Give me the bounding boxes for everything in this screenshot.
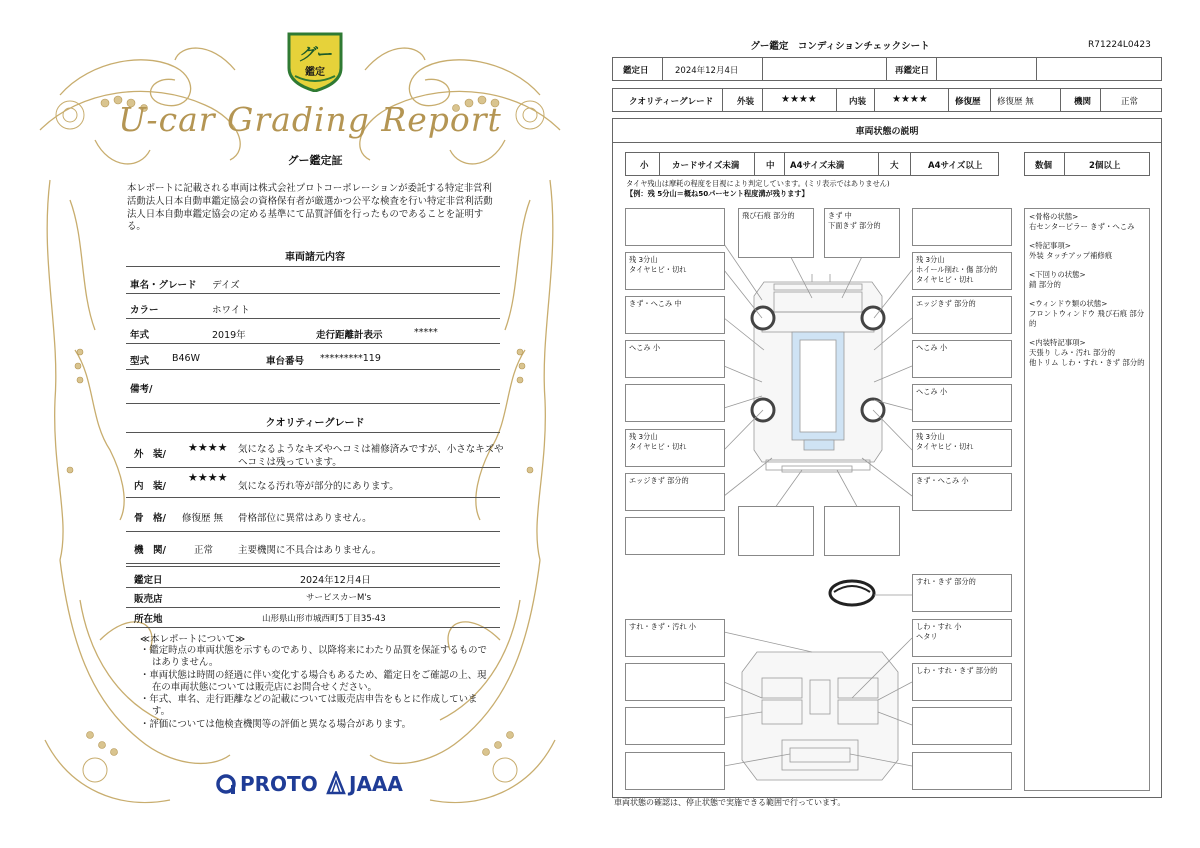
note-item: ・年式、車名、走行距離などの記載については販売店申告をもとに作成しています。 [140,694,478,718]
spec-row-remarks [126,376,500,404]
remarks-panel [1024,208,1150,791]
note-item: ・車両状態は時間の経過に伴い変化する場合もあるため、鑑定日をご確認の上、現在の車両状態については販売店にお問合せください。 [140,669,487,693]
condition-box-empty [625,663,725,701]
spec-chassis-value: *********119 [320,353,381,364]
quality-row-exterior [126,432,504,468]
goo-appraisal-badge [285,30,345,92]
spec-color-value: ホワイト [212,305,250,316]
badge-line-2: 鑑定 [305,67,325,78]
condition-box-front-left: きず・へこみ 中 [625,296,725,334]
size-small: 小 [640,161,649,171]
grade-repair-value: 修復歴 無 [997,97,1034,107]
condition-box-interior-ceiling: すれ・きず・汚れ 小 [625,619,725,657]
grade-interior-stars: ★★★★ [892,94,928,105]
header-date-value: 2024年12月4日 [675,66,739,76]
quality-row-frame [126,498,500,532]
size-large-desc: A4サイズ以上 [928,161,983,171]
condition-box-empty [625,384,725,422]
spec-odo-value: ***** [414,327,438,338]
size-legend [625,152,999,176]
appraisal-date-label: 鑑定日 [134,575,163,586]
count-legend [1024,152,1150,176]
quality-row-interior [126,468,500,498]
quality-interior-stars: ★★★★ [188,471,228,484]
tire-note [626,179,890,198]
section-title: 車両状態の説明 [855,127,919,137]
remark-interior: <内装特記事項> 天張り しみ・汚れ 部分的 他トリム しわ・すれ・きず 部分的 [1029,338,1145,367]
condition-box-left-door: へこみ 小 [625,340,725,378]
quality-exterior-text-2: ヘコミは残っています。 [238,457,342,468]
spec-row-color [126,297,500,319]
grade-row [612,88,1162,112]
report-script-title: U-car Grading Report [118,100,502,139]
jaaa-logo-icon [326,771,346,795]
condition-box-right-front-door: へこみ 小 [912,340,1012,378]
condition-box-rear-left-tire: 残 3分山 タイヤヒビ・切れ [625,429,725,467]
quality-engine-label: 機 関/ [134,545,166,556]
spec-model-value: B46W [172,353,200,364]
condition-box-front-right: エッジきず 部分的 [912,296,1012,334]
grade-engine-value: 正常 [1121,97,1139,107]
condition-box-empty [912,707,1012,745]
tire-note-line-2: 【例：残 5分山＝概ね50パーセント程度溝が残ります】 [626,188,809,198]
sheet-title: グー鑑定 コンディションチェックシート [750,41,930,52]
quality-exterior-text-1: 気になるようなキズやヘコミは補修済みですが、小さなキズや [238,444,504,455]
size-medium: 中 [766,161,775,171]
count-desc: 2個以上 [1089,161,1121,171]
grade-engine-label: 機関 [1074,97,1092,107]
appraisal-row-dealer [126,588,500,608]
quality-engine-text: 主要機関に不具合はありません。 [238,545,382,556]
spec-color-label: カラー [130,305,159,316]
spec-row-name [126,272,500,294]
spec-name-label: 車名・グレード [130,280,197,291]
proto-logo: PROTO [240,772,318,796]
appraisal-date-value: 2024年12月4日 [300,575,371,586]
certificate-body: 本レポートに記載される車両は株式会社プロトコーポレーションが委託する特定非営利活動法人日本自動車鑑定協会の資格保有者が厳選かつ公平な検査を行い特定非営利活動法人日本自動車鑑定協会の定める基準にて品質評価を行ったものであることを証明する。 [127,183,493,233]
condition-box-rear-right-tire: 残 3分山 タイヤヒビ・切れ [912,429,1012,467]
condition-box-empty [824,506,900,556]
condition-box-empty [625,208,725,246]
footer-note: 車両状態の確認は、停止状態で実施できる範囲で行っています。 [614,798,846,807]
condition-box-right-rear-door: へこみ 小 [912,384,1012,422]
notes-heading: ≪本レポートについて≫ [140,634,246,645]
quality-exterior-label: 外 装/ [134,449,166,460]
size-large: 大 [890,161,899,171]
spec-top-rule [126,266,500,267]
certificate-title: グー鑑定証 [287,154,343,167]
appraisal-dealer-label: 販売店 [134,594,163,605]
quality-engine-value: 正常 [194,545,214,556]
grade-exterior-label: 外装 [737,97,755,107]
remark-windows: <ウィンドウ類の状態> フロントウィンドウ 飛び石痕 部分的 [1029,299,1145,328]
condition-box-front-left-tire: 残 3分山 タイヤヒビ・切れ [625,252,725,290]
appraisal-location-value: 山形県山形市城西町5丁目35-43 [262,614,386,624]
appraisal-row-date [126,566,500,588]
spec-row-year [126,322,500,344]
count-label: 数個 [1035,161,1053,171]
condition-box-empty [625,517,725,555]
condition-box-rear-right: きず・へこみ 小 [912,473,1012,511]
size-medium-desc: A4サイズ未満 [790,161,845,171]
proto-logo-icon [216,773,238,795]
condition-box-empty [912,208,1012,246]
remark-underbody: <下回りの状態> 錆 部分的 [1029,270,1086,289]
appraisal-location-label: 所在地 [134,614,163,625]
quality-exterior-stars: ★★★★ [188,441,228,454]
remark-frame: <骨格の状態> 右センターピラー きず・へこみ [1029,212,1135,231]
tire-note-line-1: タイヤ残山は摩耗の程度を目視により判定しています。(ミリ表示ではありません) [626,179,890,188]
condition-box-empty [912,752,1012,790]
quality-interior-label: 内 装/ [134,481,166,492]
quality-frame-value: 修復歴 無 [182,513,224,524]
jaaa-logo: JAAA [349,772,403,796]
grade-quality-label: クオリティーグレード [629,97,714,107]
quality-row-engine [126,532,500,564]
condition-box-driver-seat: しわ・すれ 小 ヘタリ [912,619,1012,657]
condition-box-front-bumper: きず 中 下面きず 部分的 [824,208,900,258]
badge-line-1: グー [298,45,332,65]
spec-chassis-label: 車台番号 [266,356,305,367]
condition-box-empty [625,707,725,745]
condition-box-steering: すれ・きず 部分的 [912,574,1012,612]
notes-list [140,645,495,731]
quality-frame-text: 骨格部位に異常はありません。 [238,513,372,524]
header-date-row [612,57,1162,81]
condition-box-front-right-tire: 残 3分山 ホイール削れ・傷 部分的 タイヤヒビ・切れ [912,252,1012,290]
note-item: ・鑑定時点の車両状態を示すものであり、以降将来にわたり品質を保証するものではありません。 [140,645,487,669]
header-reappraisal-label: 再鑑定日 [895,66,930,76]
spec-row-model [126,348,500,370]
grade-interior-label: 内装 [849,97,867,107]
header-date-label: 鑑定日 [623,66,649,76]
spec-model-label: 型式 [130,356,150,367]
note-item: ・評価については他検査機関等の評価と異なる場合があります。 [140,718,411,730]
spec-section-title: 車両諸元内容 [285,252,345,263]
remark-special: <特記事項> 外装 タッチアップ補修痕 [1029,241,1113,260]
spec-remarks-label: 備考/ [130,384,153,395]
spec-year-value: 2019年 [212,330,246,341]
grade-repair-label: 修復歴 [955,97,981,107]
grade-exterior-stars: ★★★★ [781,94,817,105]
condition-box-front-trim: しわ・すれ・きず 部分的 [912,663,1012,701]
sheet-id: R71224L0423 [1088,40,1151,50]
condition-box-empty [625,752,725,790]
appraisal-dealer-value: サービスカーM's [306,593,372,603]
spec-odo-label: 走行距離計表示 [316,330,383,341]
spec-name-value: デイズ [212,280,240,291]
quality-section-title: クオリティーグレード [265,418,365,429]
quality-frame-label: 骨 格/ [134,513,166,524]
condition-box-windshield: 飛び石痕 部分的 [738,208,814,258]
size-small-desc: カードサイズ未満 [672,161,740,171]
spec-year-label: 年式 [130,330,150,341]
appraisal-row-location [126,608,500,628]
condition-box-rear-left: エッジきず 部分的 [625,473,725,511]
quality-interior-text: 気になる汚れ等が部分的にあります。 [238,481,399,492]
condition-box-empty [738,506,814,556]
